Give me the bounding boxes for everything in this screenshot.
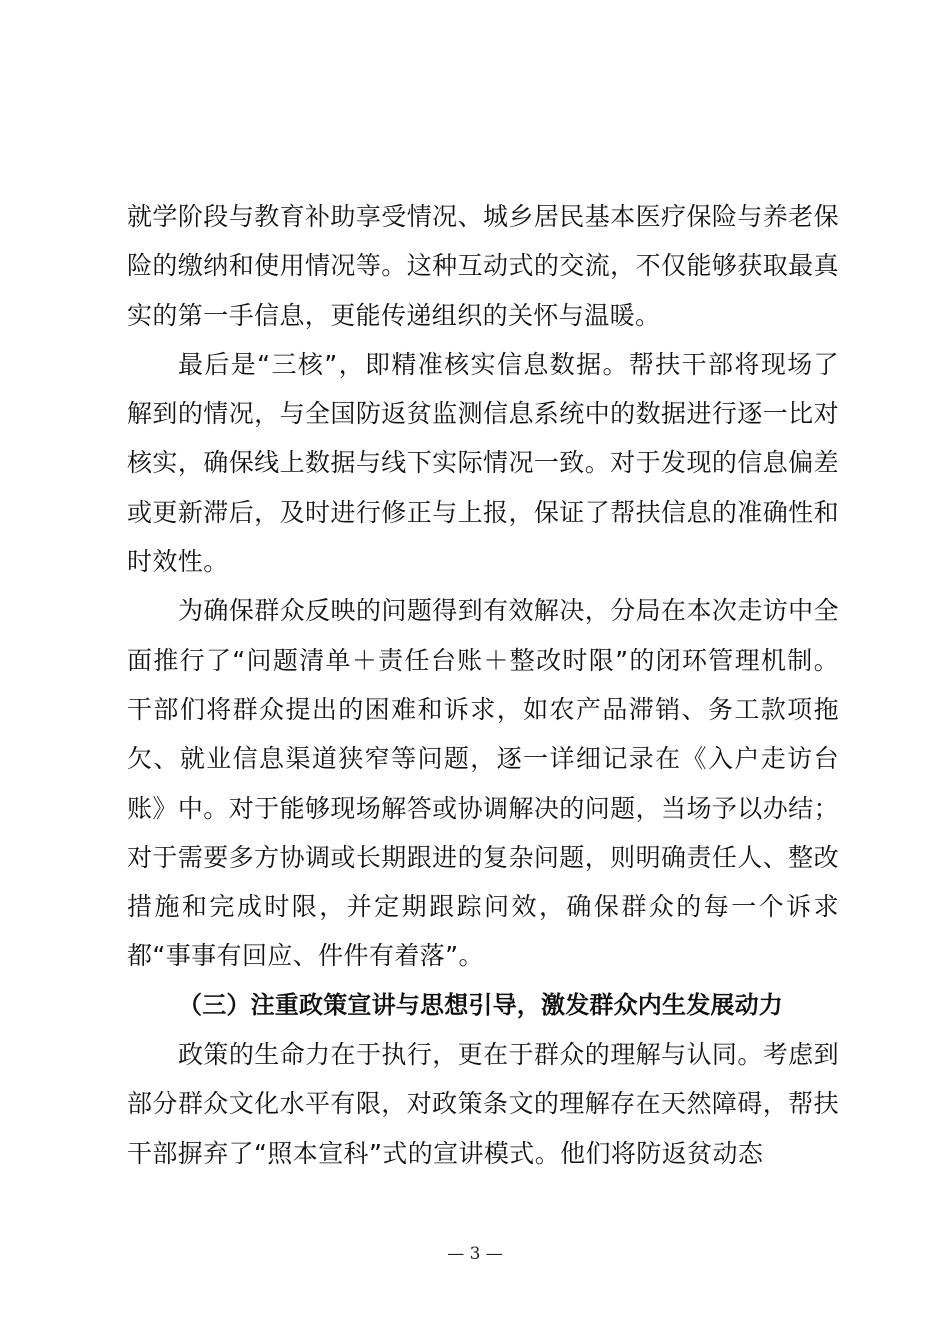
paragraph-continuation: 就学阶段与教育补助享受情况、城乡居民基本医疗保险与养老保险的缴纳和使用情况等。这种互动式的交流，不仅能够获取最真实的第一手信息，更能传递组织的关怀与温暖。 [127, 202, 839, 330]
paragraph-three-checks: 最后是“三核”，即精准核实信息数据。帮扶干部将现场了解到的情况，与全国防返贫监测信息系统中的数据进行逐一比对核实，确保线上数据与线下实际情况一致。对于发现的信息偏差或更新滞后，及时进行修正与上报，保证了帮扶信息的准确性和时效性。 [127, 349, 839, 577]
page-number: — 3 — [447, 1244, 503, 1264]
section-heading: （三）注重政策宣讲与思想引导，激发群众内生发展动力 [178, 990, 783, 1019]
paragraph-closed-loop-management: 为确保群众反映的问题得到有效解决，分局在本次走访中全面推行了“问题清单＋责任台账＋整改时限”的闭环管理机制。干部们将群众提出的困难和诉求，如农产品滞销、务工款项拖欠、就业信息渠道狭窄等问题，逐一详细记录在《入户走访台账》中。对于能够现场解答或协调解决的问题，当场予以办结；对于需要多方协调或长期跟进的复杂问题，则明确责任人、整改措施和完成时限，并定期跟踪问效，确保群众的每一个诉求都“事事有回应、件件有着落”。 [127, 596, 839, 971]
document-body [127, 192, 839, 1178]
paragraph-policy-propaganda: 政策的生命力在于执行，更在于群众的理解与认同。考虑到部分群众文化水平有限，对政策条文的理解存在天然障碍，帮扶干部摒弃了“照本宣科”式的宣讲模式。他们将防返贫动态 [127, 1040, 839, 1168]
